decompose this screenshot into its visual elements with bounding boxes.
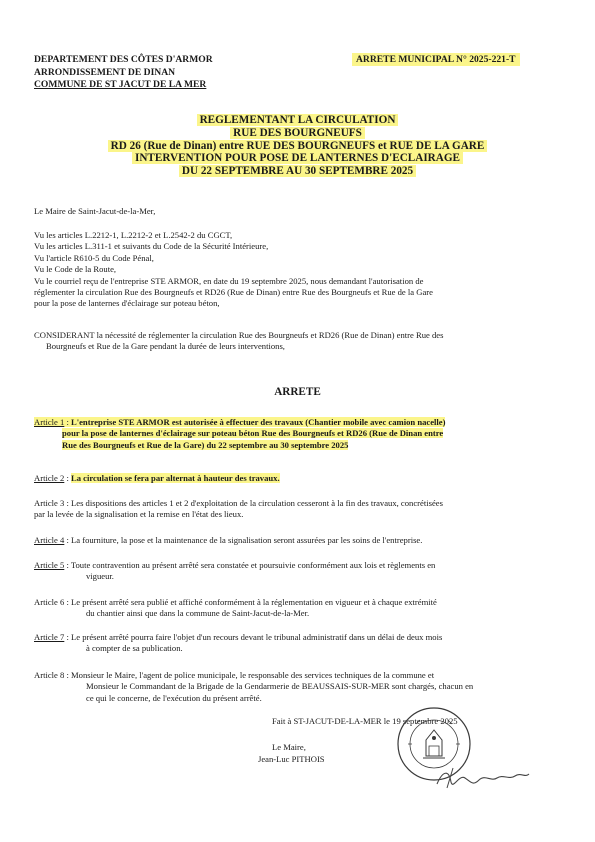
article-label: Article 8: [34, 670, 65, 680]
title-line: REGLEMENTANT LA CIRCULATION: [197, 114, 399, 126]
visa-line: Vu le courriel reçu de l'entreprise STE ARMOR, en date du 19 septembre 2025, nous demandant l'autorisation de: [34, 275, 424, 286]
visa-line: Vu les articles L.2212-1, L.2212-2 et L.2542-2 du CGCT,: [34, 230, 233, 240]
article-label: Article 7: [34, 632, 65, 642]
department-line: DEPARTEMENT DES CÔTES D'ARMOR: [34, 54, 213, 65]
article-label: Article 6: [34, 597, 65, 607]
article-text: Le présent arrêté pourra faire l'objet d'un recours devant le tribunal administratif dans un délai de deux mois: [71, 632, 443, 642]
visas-block: [34, 230, 554, 310]
article-text: Monsieur le Commandant de la Brigade de la Gendarmerie de BEAUSSAIS-SUR-MER sont chargés, chacun en: [86, 681, 474, 692]
arrete-number: ARRETE MUNICIPAL N° 2025-221-T: [352, 53, 520, 66]
maire-line: Le Maire de Saint-Jacut-de-la-Mer,: [34, 206, 156, 216]
article-text: du chantier ainsi que dans la commune de Saint-Jacut-de-la-Mer.: [86, 608, 310, 619]
title-line: RUE DES BOURGNEUFS: [230, 127, 365, 139]
article-7: Article 7 : Le présent arrêté pourra faire l'objet d'un recours devant le tribunal administratif dans un délai de deux mois à compter de sa publication.: [34, 632, 554, 655]
article-label: Article 3: [34, 498, 65, 508]
article-text: par la levée de la signalisation et la remise en l'état des lieux.: [34, 509, 244, 520]
article-5: Article 5 : Toute contravention au présent arrêté sera constatée et poursuivie conformément aux lois et règlements en vigueur.: [34, 560, 554, 583]
arrete-heading: ARRETE: [274, 386, 321, 398]
article-4: Article 4 : La fourniture, la pose et la maintenance de la signalisation seront assurées par les soins de l'entreprise.: [34, 535, 423, 545]
article-text: Rue des Bourgneufs et Rue de la Gare) du 22 septembre au 30 septembre 2025: [62, 439, 349, 450]
visa-line: Vu l'article R610-5 du Code Pénal,: [34, 252, 154, 263]
visa-line: réglementer la circulation Rue des Bourgneufs et RD26 (Rue de Dinan) entre Rue des Bourgneufs et Rue de la Gare: [34, 287, 433, 298]
commune-line: COMMUNE DE ST JACUT DE LA MER: [34, 79, 207, 90]
considerant-block: [34, 330, 554, 353]
article-text: à compter de sa publication.: [86, 643, 183, 654]
article-text: vigueur.: [86, 571, 114, 582]
article-6: Article 6 : Le présent arrêté sera publié et affiché conformément à la réglementation en vigueur et à chaque extrémité du chantier ainsi que dans la commune de Saint-Jacut-de-la-Mer.: [34, 597, 554, 620]
article-label: Article 5: [34, 560, 65, 570]
considerant-line: CONSIDERANT la nécessité de réglementer la circulation Rue des Bourgneufs et RD26 (Rue de Dinan) entre Rue des: [34, 330, 444, 340]
article-text: Les dispositions des articles 1 et 2 d'exploitation de la circulation cesseront à la fin des travaux, concrétisées: [71, 498, 443, 508]
article-text: La fourniture, la pose et la maintenance de la signalisation seront assurées par les soins de l'entreprise.: [71, 535, 423, 545]
article-1: Article 1 : L'entreprise STE ARMOR est autorisée à effectuer des travaux (Chantier mobile avec camion nacelle) pour la pose de lanternes d'éclairage sur poteau béton Rue des Bourgneufs et RD26 (Rue de Dinan entre Rue des Bourgneufs et Rue de la Gare) du 22 septembre au 30 septembre 2025: [34, 417, 446, 450]
article-label: Article 2: [34, 473, 65, 483]
title-line: DU 22 SEPTEMBRE AU 30 SEPTEMBRE 2025: [179, 165, 416, 177]
article-text: Monsieur le Maire, l'agent de police municipale, le responsable des services techniques de la commune et: [71, 670, 435, 680]
article-label: Article 4: [34, 535, 65, 545]
article-2: Article 2 : La circulation se fera par alternat à hauteur des travaux.: [34, 473, 280, 483]
document-title: [40, 114, 555, 178]
article-text: La circulation se fera par alternat à hauteur des travaux.: [71, 473, 280, 483]
considerant-line: Bourgneufs et Rue de la Gare pendant la durée de leurs interventions,: [46, 341, 285, 352]
article-8: Article 8 : Monsieur le Maire, l'agent de police municipale, le responsable des services techniques de la commune et Monsieur le Commandant de la Brigade de la Gendarmerie de BEAUSSAIS-SUR-MER sont chargés, chacun en ce qui le concerne, de l'exécution du présent arrêté.: [34, 670, 554, 704]
article-label: Article 1: [34, 417, 65, 427]
visa-line: Vu le Code de la Route,: [34, 264, 117, 275]
signature-role: Le Maire,: [272, 742, 306, 752]
signature-name: Jean-Luc PITHOIS: [258, 754, 325, 764]
article-text: Toute contravention au présent arrêté sera constatée et poursuivie conformément aux lois et règlements en: [70, 560, 436, 570]
visa-line: Vu les articles L.311-1 et suivants du Code de la Sécurité Intérieure,: [34, 241, 269, 252]
title-line: RD 26 (Rue de Dinan) entre RUE DES BOURGNEUFS et RUE DE LA GARE: [108, 140, 488, 152]
article-text: Le présent arrêté sera publié et affiché conformément à la réglementation en vigueur et à chaque extrémité: [71, 597, 437, 607]
article-text: L'entreprise STE ARMOR est autorisée à effectuer des travaux (Chantier mobile avec camion nacelle): [71, 417, 446, 427]
arrondissement-line: ARRONDISSEMENT DE DINAN: [34, 66, 176, 78]
visa-line: pour la pose de lanternes d'éclairage sur poteau béton,: [34, 298, 220, 309]
article-text: pour la pose de lanternes d'éclairage sur poteau béton Rue des Bourgneufs et RD26 (Rue de Dinan entre: [62, 428, 444, 439]
article-3: Article 3 : Les dispositions des articles 1 et 2 d'exploitation de la circulation cesseront à la fin des travaux, concrétisées par la levée de la signalisation et la remise en l'état des lieux.: [34, 498, 554, 521]
article-text: ce qui le concerne, de l'exécution du présent arrêté.: [86, 692, 262, 703]
issuer-block: [34, 54, 213, 92]
signature-place-date: Fait à ST-JACUT-DE-LA-MER le 19 septembre 2025: [272, 716, 458, 726]
handwritten-signature-icon: [433, 764, 533, 792]
title-line: INTERVENTION POUR POSE DE LANTERNES D'ECLAIRAGE: [132, 152, 463, 164]
